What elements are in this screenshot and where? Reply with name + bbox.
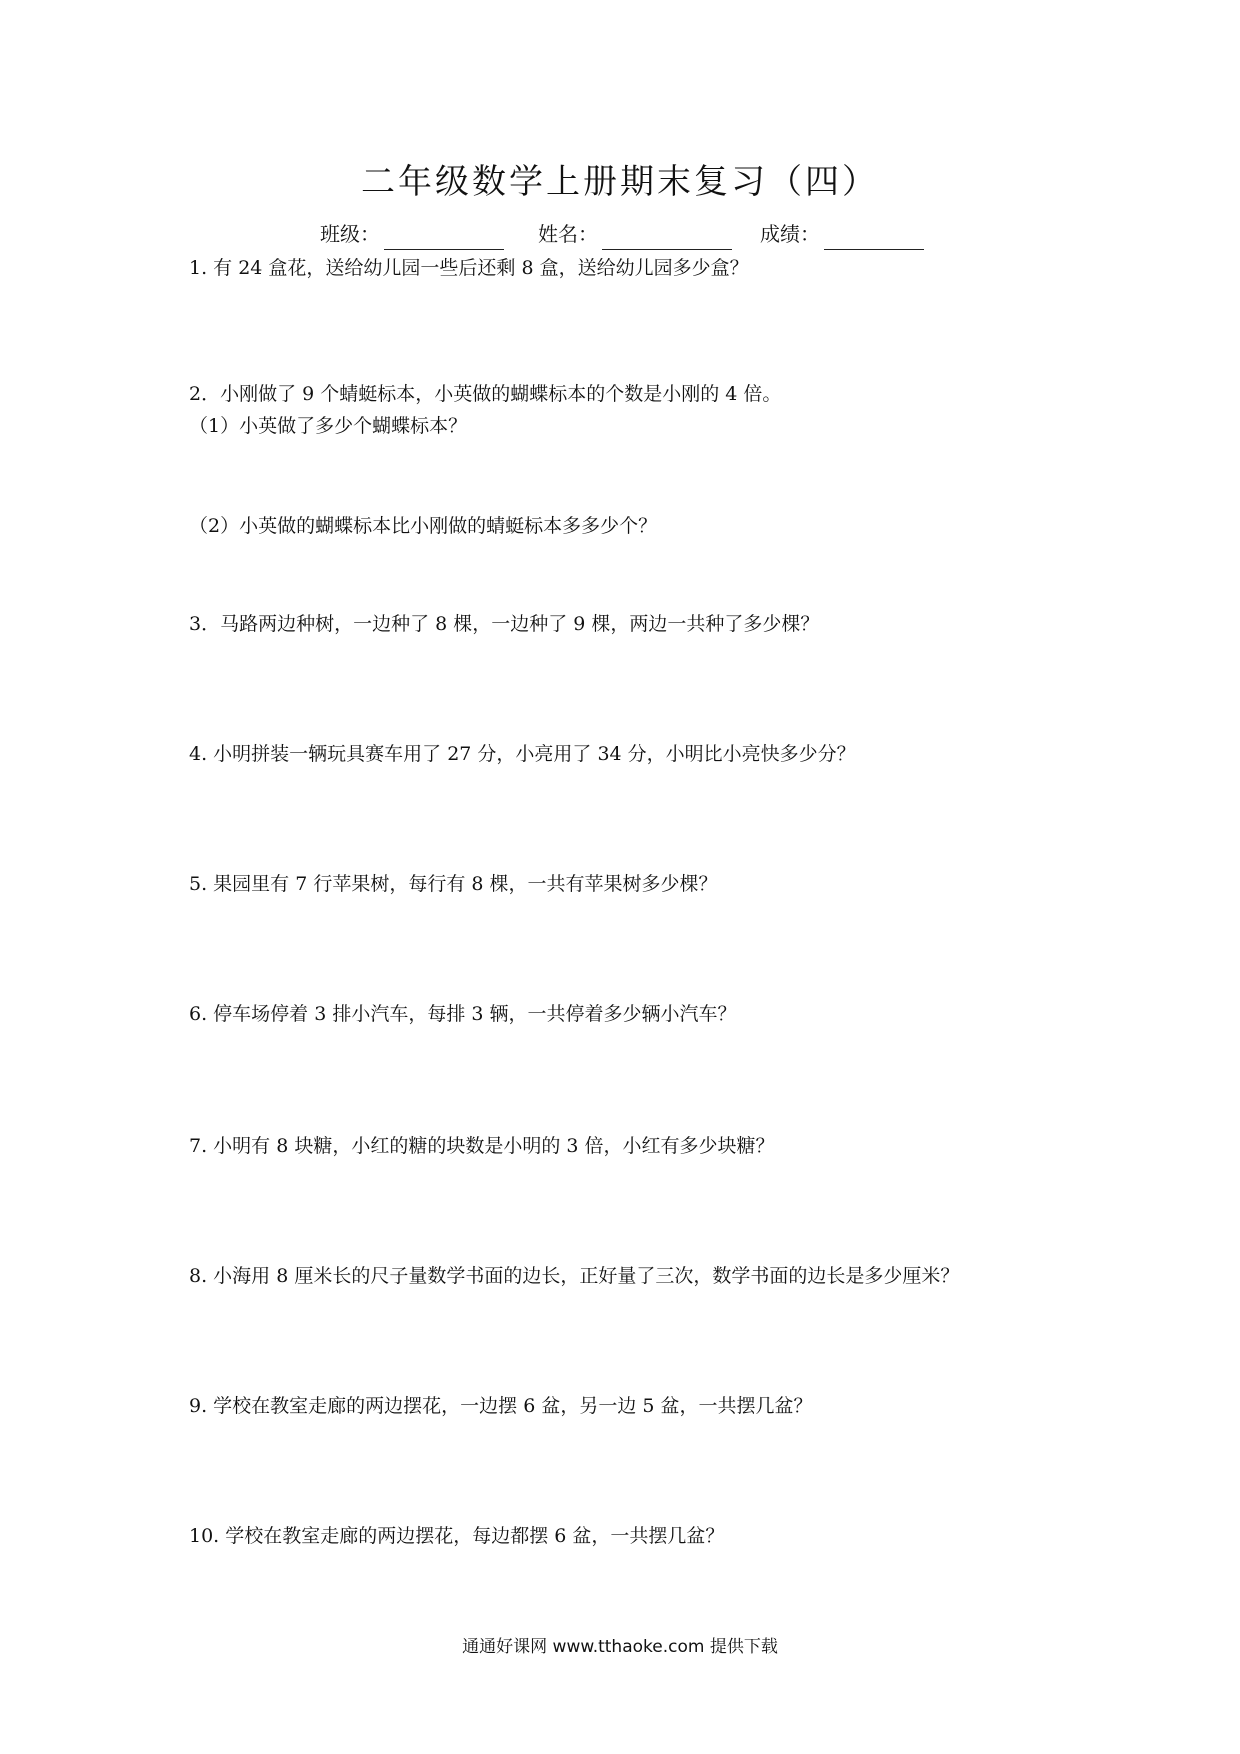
question-10: 10. 学校在教室走廊的两边摆花，每边都摆 6 盆，一共摆几盆？ [189, 1525, 725, 1547]
question-8: 8. 小海用 8 厘米长的尺子量数学书面的边长，正好量了三次，数学书面的边长是多少厘米？ [189, 1265, 960, 1287]
class-label: 班级： [320, 222, 380, 246]
question-2: 2．小刚做了 9 个蜻蜓标本，小英做的蝴蝶标本的个数是小刚的 4 倍。 [189, 383, 782, 405]
name-blank [602, 225, 732, 250]
name-field [538, 218, 732, 250]
question-6: 6. 停车场停着 3 排小汽车，每排 3 辆，一共停着多少辆小汽车？ [189, 1003, 737, 1025]
name-label: 姓名： [538, 222, 598, 246]
class-blank [384, 225, 504, 250]
question-1: 1. 有 24 盒花，送给幼儿园一些后还剩 8 盒，送给幼儿园多少盒？ [189, 257, 749, 279]
class-field [320, 218, 504, 250]
question-7: 7. 小明有 8 块糖，小红的糖的块数是小明的 3 倍，小红有多少块糖？ [189, 1135, 775, 1157]
question-9: 9. 学校在教室走廊的两边摆花，一边摆 6 盆，另一边 5 盆，一共摆几盆？ [189, 1395, 813, 1417]
question-3: 3．马路两边种树，一边种了 8 棵，一边种了 9 棵，两边一共种了多少棵？ [189, 613, 820, 635]
score-field [760, 218, 924, 250]
subquestion-2-2: （2）小英做的蝴蝶标本比小刚做的蜻蜓标本多多少个？ [189, 515, 658, 537]
score-label: 成绩： [760, 222, 820, 246]
question-4: 4. 小明拼装一辆玩具赛车用了 27 分，小亮用了 34 分，小明比小亮快多少分？ [189, 743, 856, 765]
question-5: 5. 果园里有 7 行苹果树，每行有 8 棵，一共有苹果树多少棵？ [189, 873, 718, 895]
page-title: 二年级数学上册期末复习（四） [361, 162, 879, 202]
footer-credit: 通通好课网 www.tthaoke.com 提供下载 [462, 1637, 778, 1657]
score-blank [824, 225, 924, 250]
student-info-row [320, 218, 940, 250]
subquestion-2-1: （1）小英做了多少个蝴蝶标本？ [189, 415, 468, 437]
